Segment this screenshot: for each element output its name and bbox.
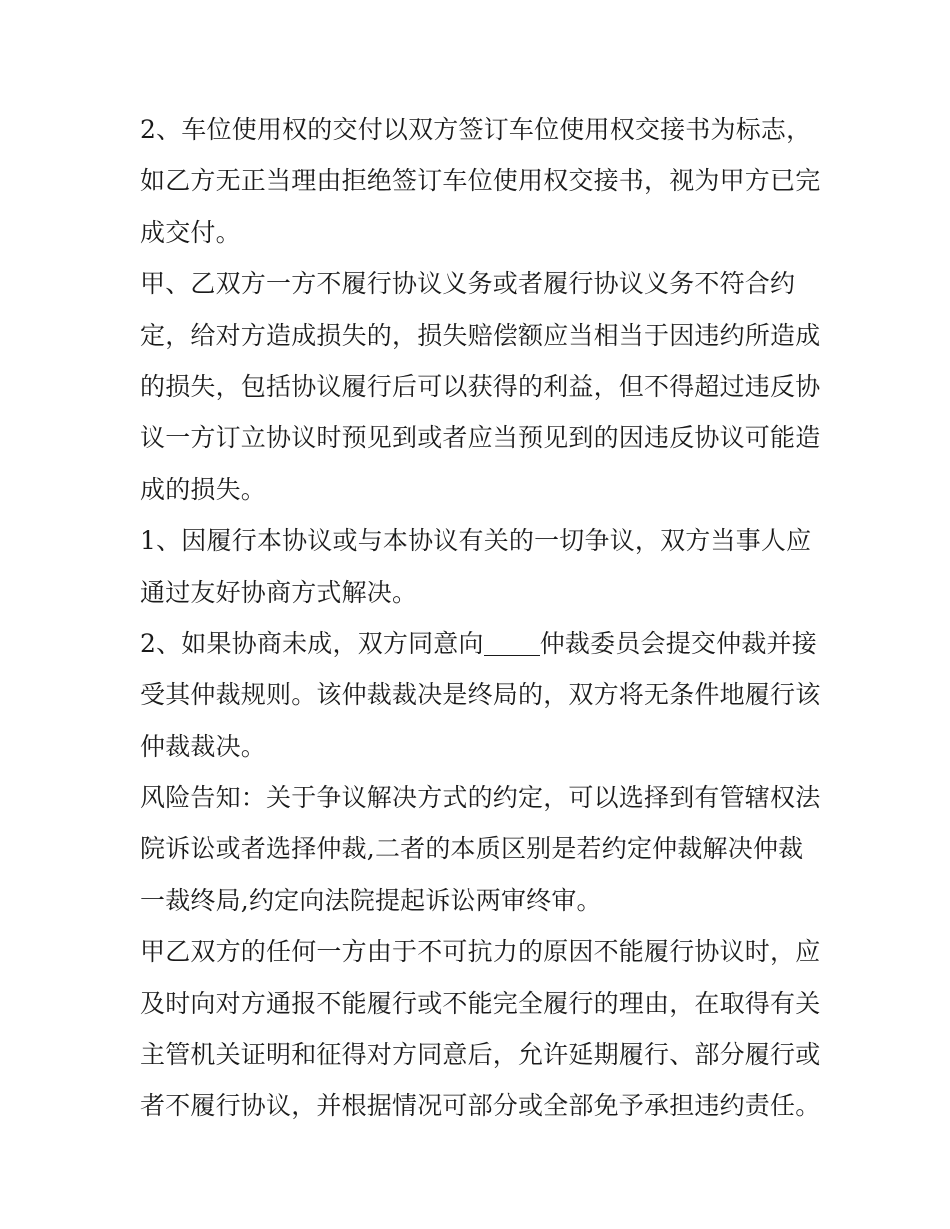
text-line: 2、车位使用权的交付以双方签订车位使用权交接书为标志， xyxy=(140,115,812,144)
text-line: 通过友好协商方式解决。 xyxy=(140,577,418,607)
text-line: 一裁终局,约定向法院提起诉讼两审终审。 xyxy=(140,885,602,915)
text-line: 风险告知：关于争议解决方式的约定，可以选择到有管辖权法 xyxy=(140,783,821,813)
text-line: 主管机关证明和征得对方同意后，允许延期履行、部分履行或 xyxy=(140,1040,821,1070)
text-line: 议一方订立协议时预见到或者应当预见到的因违反协议可能造 xyxy=(140,423,821,453)
text-line: 甲乙双方的任何一方由于不可抗力的原因不能履行协议时，应 xyxy=(140,937,821,967)
arbitration-text-after: 仲裁委员会提交仲裁并接 xyxy=(539,628,817,658)
text-line: 仲裁裁决。 xyxy=(140,731,267,761)
text-line: 成交付。 xyxy=(140,217,241,247)
arbitration-text-before: 2、如果协商未成，双方同意向 xyxy=(140,628,484,658)
text-line: 如乙方无正当理由拒绝签订车位使用权交接书，视为甲方已完 xyxy=(140,166,821,196)
text-line: 甲、乙双方一方不履行协议义务或者履行协议义务不符合约 xyxy=(140,269,796,299)
text-line: 成的损失。 xyxy=(140,474,267,504)
document-body xyxy=(140,104,820,1132)
arbitration-line xyxy=(140,618,820,669)
text-line: 受其仲裁规则。该仲裁裁决是终局的，双方将无条件地履行该 xyxy=(140,680,821,710)
text-line: 及时向对方通报不能履行或不能完全履行的理由，在取得有关 xyxy=(140,988,821,1018)
text-line: 院诉讼或者选择仲裁,二者的本质区别是若约定仲裁解决仲裁 xyxy=(140,834,804,864)
text-line: 定，给对方造成损失的，损失赔偿额应当相当于因违约所造成 xyxy=(140,320,821,350)
arbitration-blank-field xyxy=(484,631,540,656)
text-line: 的损失，包括协议履行后可以获得的利益，但不得超过违反协 xyxy=(140,371,821,401)
text-line: 者不履行协议，并根据情况可部分或全部免予承担违约责任。 xyxy=(140,1091,821,1121)
text-line: 1、因履行本协议或与本协议有关的一切争议，双方当事人应 xyxy=(140,526,812,556)
